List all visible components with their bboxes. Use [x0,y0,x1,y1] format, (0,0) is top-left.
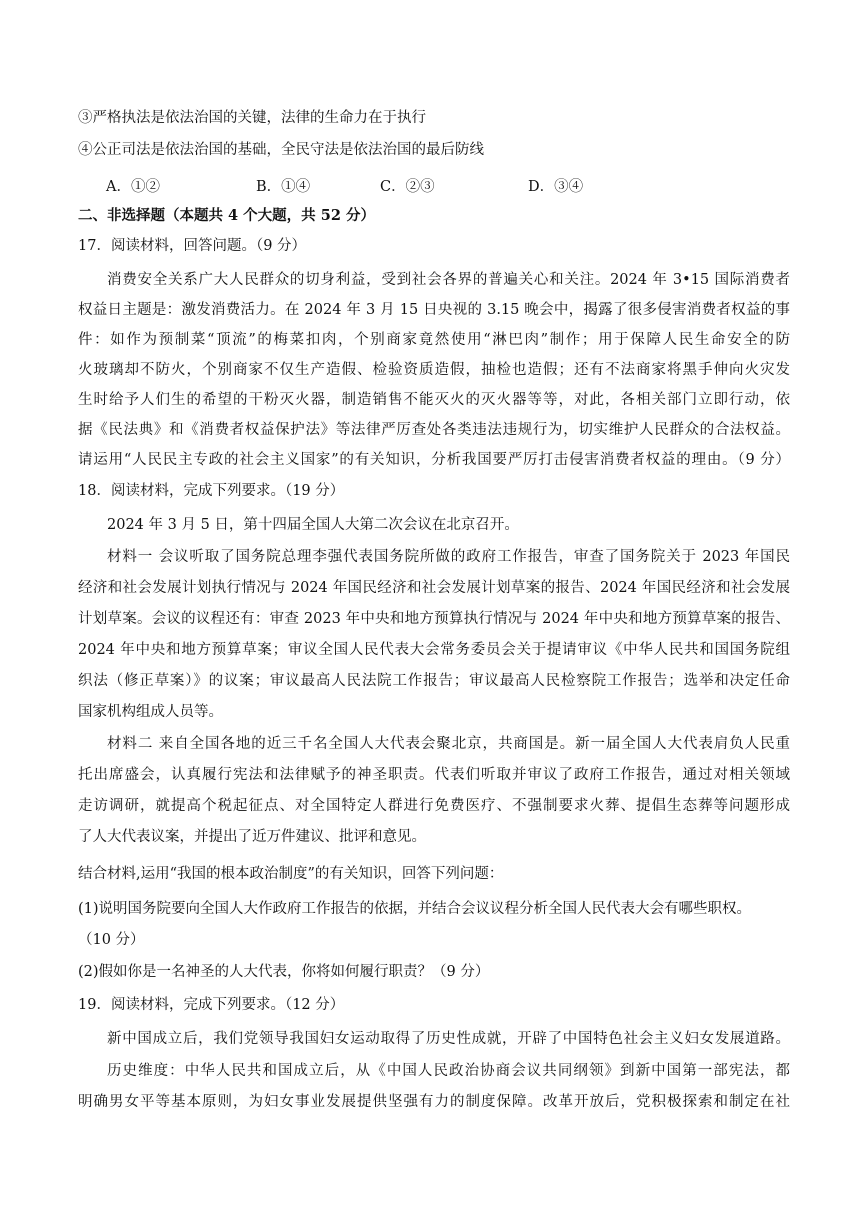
q16-item-4: ④公正司法是依法治国的基础，全民守法是依法治国的最后防线 [78,142,484,158]
q18-material-2-line-3: 走访调研，就提高个税起征点、对全国特定人群进行免费医疗、不强制要求火葬、提倡生态葬等问题形成 [78,798,790,814]
q18-material-1-line-2: 经济和社会发展计划执行情况与 2024 年国民经济和社会发展计划草案的报告、2024 年国民经济和社会发展 [78,580,790,596]
q17-line-6: 据《民法典》和《消费者权益保护法》等法律严厉查处各类违法违规行为，切实维护人民群众的合法权益。 [78,422,790,438]
option-a[interactable]: A．①② [106,179,160,195]
q17-line-3: 件：如作为预制菜“顶流”的梅菜扣肉，个别商家竟然使用“淋巴肉”制作；用于保障人民生命安全的防 [78,332,790,348]
q18-material-1-line-5: 织法（修正草案）》的议案；审议最高人民法院工作报告；审议最高人民检察院工作报告；选举和决定任命 [78,673,790,689]
q16-options [106,177,706,197]
q18-material-2-line-1: 材料二 来自全国各地的近三千名全国人大代表会聚北京，共商国是。新一届全国人大代表肩负人民重 [107,736,790,752]
q18-intro: 2024 年 3 月 5 日，第十四届全国人大第二次会议在北京召开。 [107,517,519,533]
q17-question: 请运用“人民民主专政的社会主义国家”的有关知识，分析我国要严厉打击侵害消费者权益的理由。（9 分） [78,452,790,468]
q18-material-1-line-1: 材料一 会议听取了国务院总理李强代表国务院所做的政府工作报告，审查了国务院关于 2023 年国民 [107,549,790,565]
q17-line-1: 消费安全关系广大人民群众的切身利益，受到社会各界的普遍关心和关注。2024 年 3•15 国际消费者 [107,272,790,288]
q18-heading: 18．阅读材料，完成下列要求。（19 分） [78,483,345,499]
q18-prompt: 结合材料,运用“我国的根本政治制度”的有关知识，回答下列问题： [78,866,504,882]
q17-line-5: 生时给予人们生的希望的干粉灭火器，制造销售不能灭火的灭火器等等，对此，各相关部门立即行动，依 [78,392,790,408]
section-2-title: 二、非选择题（本题共 4 个大题，共 52 分） [78,207,375,224]
q16-item-3: ③严格执法是依法治国的关键，法律的生命力在于执行 [78,110,426,126]
q18-material-1-line-4: 2024 年中央和地方预算草案；审议全国人民代表大会常务委员会关于提请审议《中华人民共和国国务院组 [78,642,790,658]
q18-material-2-line-2: 托出席盛会，认真履行宪法和法律赋予的神圣职责。代表们听取并审议了政府工作报告，通过对相关领域 [78,767,790,783]
option-d[interactable]: D．③④ [528,179,584,195]
q18-sub-1: (1)说明国务院要向全国人大作政府工作报告的依据，并结合会议议程分析全国人民代表大会有哪些职权。 [78,901,752,917]
q19-line-3: 明确男女平等基本原则，为妇女事业发展提供坚强有力的制度保障。改革开放后，党积极探索和制定在社 [78,1094,790,1110]
q19-line-2: 历史维度：中华人民共和国成立后，从《中国人民政治协商会议共同纲领》到新中国第一部宪法，都 [107,1063,790,1079]
q18-sub-2: (2)假如你是一名神圣的人大代表，你将如何履行职责？（9 分） [78,964,490,980]
q17-line-4: 火玻璃却不防火，个别商家不仅生产造假、检验资质造假，抽检也造假；还有不法商家将黑手伸向火灾发 [78,362,790,378]
q19-line-1: 新中国成立后，我们党领导我国妇女运动取得了历史性成就，开辟了中国特色社会主义妇女发展道路。 [107,1031,790,1047]
option-c[interactable]: C．②③ [380,179,435,195]
q18-material-1-line-3: 计划草案。会议的议程还有：审查 2023 年中央和地方预算执行情况与 2024 年中央和地方预算草案的报告、 [78,611,790,627]
q18-material-2-line-4: 了人大代表议案，并提出了近万件建议、批评和意见。 [78,829,426,845]
q18-material-1-line-6: 国家机构组成人员等。 [78,704,223,720]
q17-line-2: 权益日主题是：激发消费活力。在 2024 年 3 月 15 日央视的 3.15 晚会中，揭露了很多侵害消费者权益的事 [78,302,790,318]
option-b[interactable]: B．①④ [256,179,311,195]
q19-heading: 19．阅读材料，完成下列要求。（12 分） [78,997,345,1013]
q18-sub-1-score: （10 分） [78,932,145,948]
q17-heading: 17．阅读材料，回答问题。（9 分） [78,238,307,254]
